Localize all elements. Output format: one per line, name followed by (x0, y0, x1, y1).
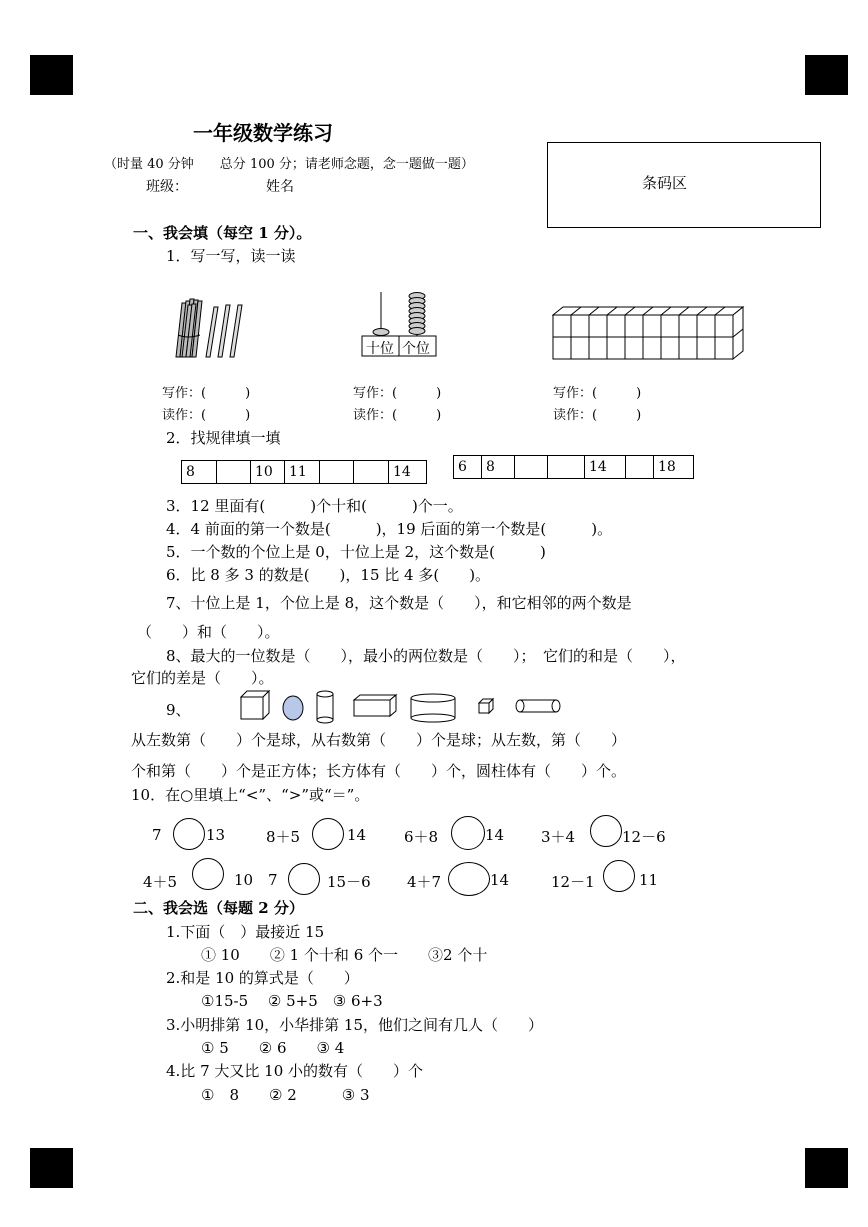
question-9-label: 9、 (166, 701, 191, 719)
sequence-cell: 18 (658, 459, 676, 475)
question-10: 10．在○里填上“<”、“>”或“＝”。 (131, 786, 370, 804)
compare-circle[interactable] (451, 816, 485, 850)
choice-question: 1.下面（ ）最接近 15 (166, 923, 325, 941)
question-5: 5．一个数的个位上是 0，十位上是 2，这个数是( ) (166, 543, 546, 561)
compare-left: 3＋4 (541, 828, 576, 846)
sequence-cell: 11 (285, 461, 320, 483)
sequence-cell (626, 456, 654, 478)
sequence-cell: 14 (393, 464, 411, 480)
sequence-cell: 8 (482, 456, 515, 478)
sequence-cell (548, 456, 585, 478)
read-answer-1: 读作：( ) (162, 408, 251, 423)
choice-options: ① 8 ② 2 ③ 3 (201, 1086, 370, 1104)
sequence-cell (320, 461, 354, 483)
sequence-box-2 (453, 455, 694, 479)
question-2: 2．找规律填一填 (166, 429, 281, 447)
read-answer-2: 读作：( ) (353, 408, 442, 423)
write-answer-3: 写作：( ) (553, 386, 642, 401)
choice-options: ①15-5 ② 5+5 ③ 6+3 (201, 992, 383, 1010)
question-8-line-2: 它们的差是（ ）。 (131, 669, 274, 687)
read-answer-3: 读作：( ) (553, 408, 642, 423)
abacus-tens-label: 十位 (366, 341, 394, 357)
corner-mark-top-right (805, 55, 848, 95)
compare-circle[interactable] (312, 818, 344, 850)
barcode-area (547, 142, 821, 228)
section-2-heading: 二、我会选（每题 2 分） (133, 899, 304, 917)
compare-left: 7 (152, 826, 162, 844)
compare-right: 12－6 (622, 828, 666, 846)
question-3: 3．12 里面有( )个十和( )个一。 (166, 497, 463, 515)
solid-shapes-image (238, 688, 563, 726)
choice-question: 3.小明排第 10，小华排第 15，他们之间有几人（ ） (166, 1016, 544, 1034)
sequence-cell: 6 (454, 456, 482, 478)
write-answer-1: 写作：( ) (162, 386, 251, 401)
page-title: 一年级数学练习 (193, 121, 333, 145)
compare-circle[interactable] (448, 862, 490, 896)
compare-left: 12－1 (551, 873, 595, 891)
barcode-label: 条码区 (642, 174, 688, 192)
compare-left: 4＋7 (407, 873, 442, 891)
sequence-cell: 14 (585, 456, 626, 478)
exam-info: （时量 40 分钟 总分 100 分；请老师念题，念一题做一题） (104, 157, 474, 172)
question-6: 6．比 8 多 3 的数是( )，15 比 4 多( )。 (166, 566, 491, 584)
sequence-cell (515, 456, 548, 478)
corner-mark-top-left (30, 55, 73, 95)
sequence-cell: 10 (251, 461, 285, 483)
corner-mark-bottom-right (805, 1148, 848, 1188)
compare-left: 7 (268, 871, 278, 889)
question-8-line-1: 8、最大的一位数是（ ），最小的两位数是（ ）； 它们的和是（ ）， (166, 647, 686, 665)
question-1: 1．写一写，读一读 (166, 247, 296, 265)
sequence-cell (217, 461, 251, 483)
compare-circle[interactable] (590, 815, 622, 847)
choice-options: ① 5 ② 6 ③ 4 (201, 1039, 345, 1057)
class-label: 班级： (146, 179, 188, 195)
compare-left: 8＋5 (266, 828, 301, 846)
compare-left: 4＋5 (143, 873, 178, 891)
compare-circle[interactable] (173, 818, 205, 850)
sequence-cell: 8 (182, 461, 217, 483)
compare-circle[interactable] (288, 863, 320, 895)
choice-question: 4.比 7 大又比 10 小的数有（ ）个 (166, 1062, 424, 1080)
write-answer-2: 写作：( ) (353, 386, 442, 401)
compare-right: 11 (639, 871, 659, 889)
sphere-shape (283, 696, 303, 720)
choice-question: 2.和是 10 的算式是（ ） (166, 969, 359, 987)
counting-sticks-image (168, 295, 248, 361)
compare-right: 13 (206, 826, 226, 844)
question-4: 4．4 前面的第一个数是( )，19 后面的第一个数是( )。 (166, 520, 613, 538)
question-9-line-1: 从左数第（ ）个是球，从右数第（ ）个是球；从左数，第（ ） (131, 731, 627, 749)
sequence-box-1 (181, 460, 427, 484)
question-7-line-2: （ ）和（ ）。 (137, 623, 280, 641)
compare-circle[interactable] (192, 858, 224, 890)
compare-circle[interactable] (603, 860, 635, 892)
compare-right: 10 (234, 871, 254, 889)
choice-options: ① 10 ② 1 个十和 6 个一 ③2 个十 (201, 946, 488, 964)
compare-right: 14 (485, 826, 505, 844)
abacus-ones-label: 个位 (402, 341, 430, 357)
compare-right: 14 (490, 871, 510, 889)
compare-right: 15－6 (327, 873, 371, 891)
sequence-cell (354, 461, 389, 483)
unit-blocks-image (552, 305, 746, 363)
compare-left: 6＋8 (404, 828, 439, 846)
corner-mark-bottom-left (30, 1148, 73, 1188)
section-1-heading: 一、我会填（每空 1 分）。 (133, 224, 312, 242)
question-7-line-1: 7、十位上是 1，个位上是 8，这个数是（ ），和它相邻的两个数是 (166, 594, 632, 612)
name-label: 姓名 (266, 179, 294, 195)
compare-right: 14 (347, 826, 367, 844)
question-9-line-2: 个和第（ ）个是正方体；长方体有（ ）个，圆柱体有（ ）个。 (131, 762, 627, 780)
